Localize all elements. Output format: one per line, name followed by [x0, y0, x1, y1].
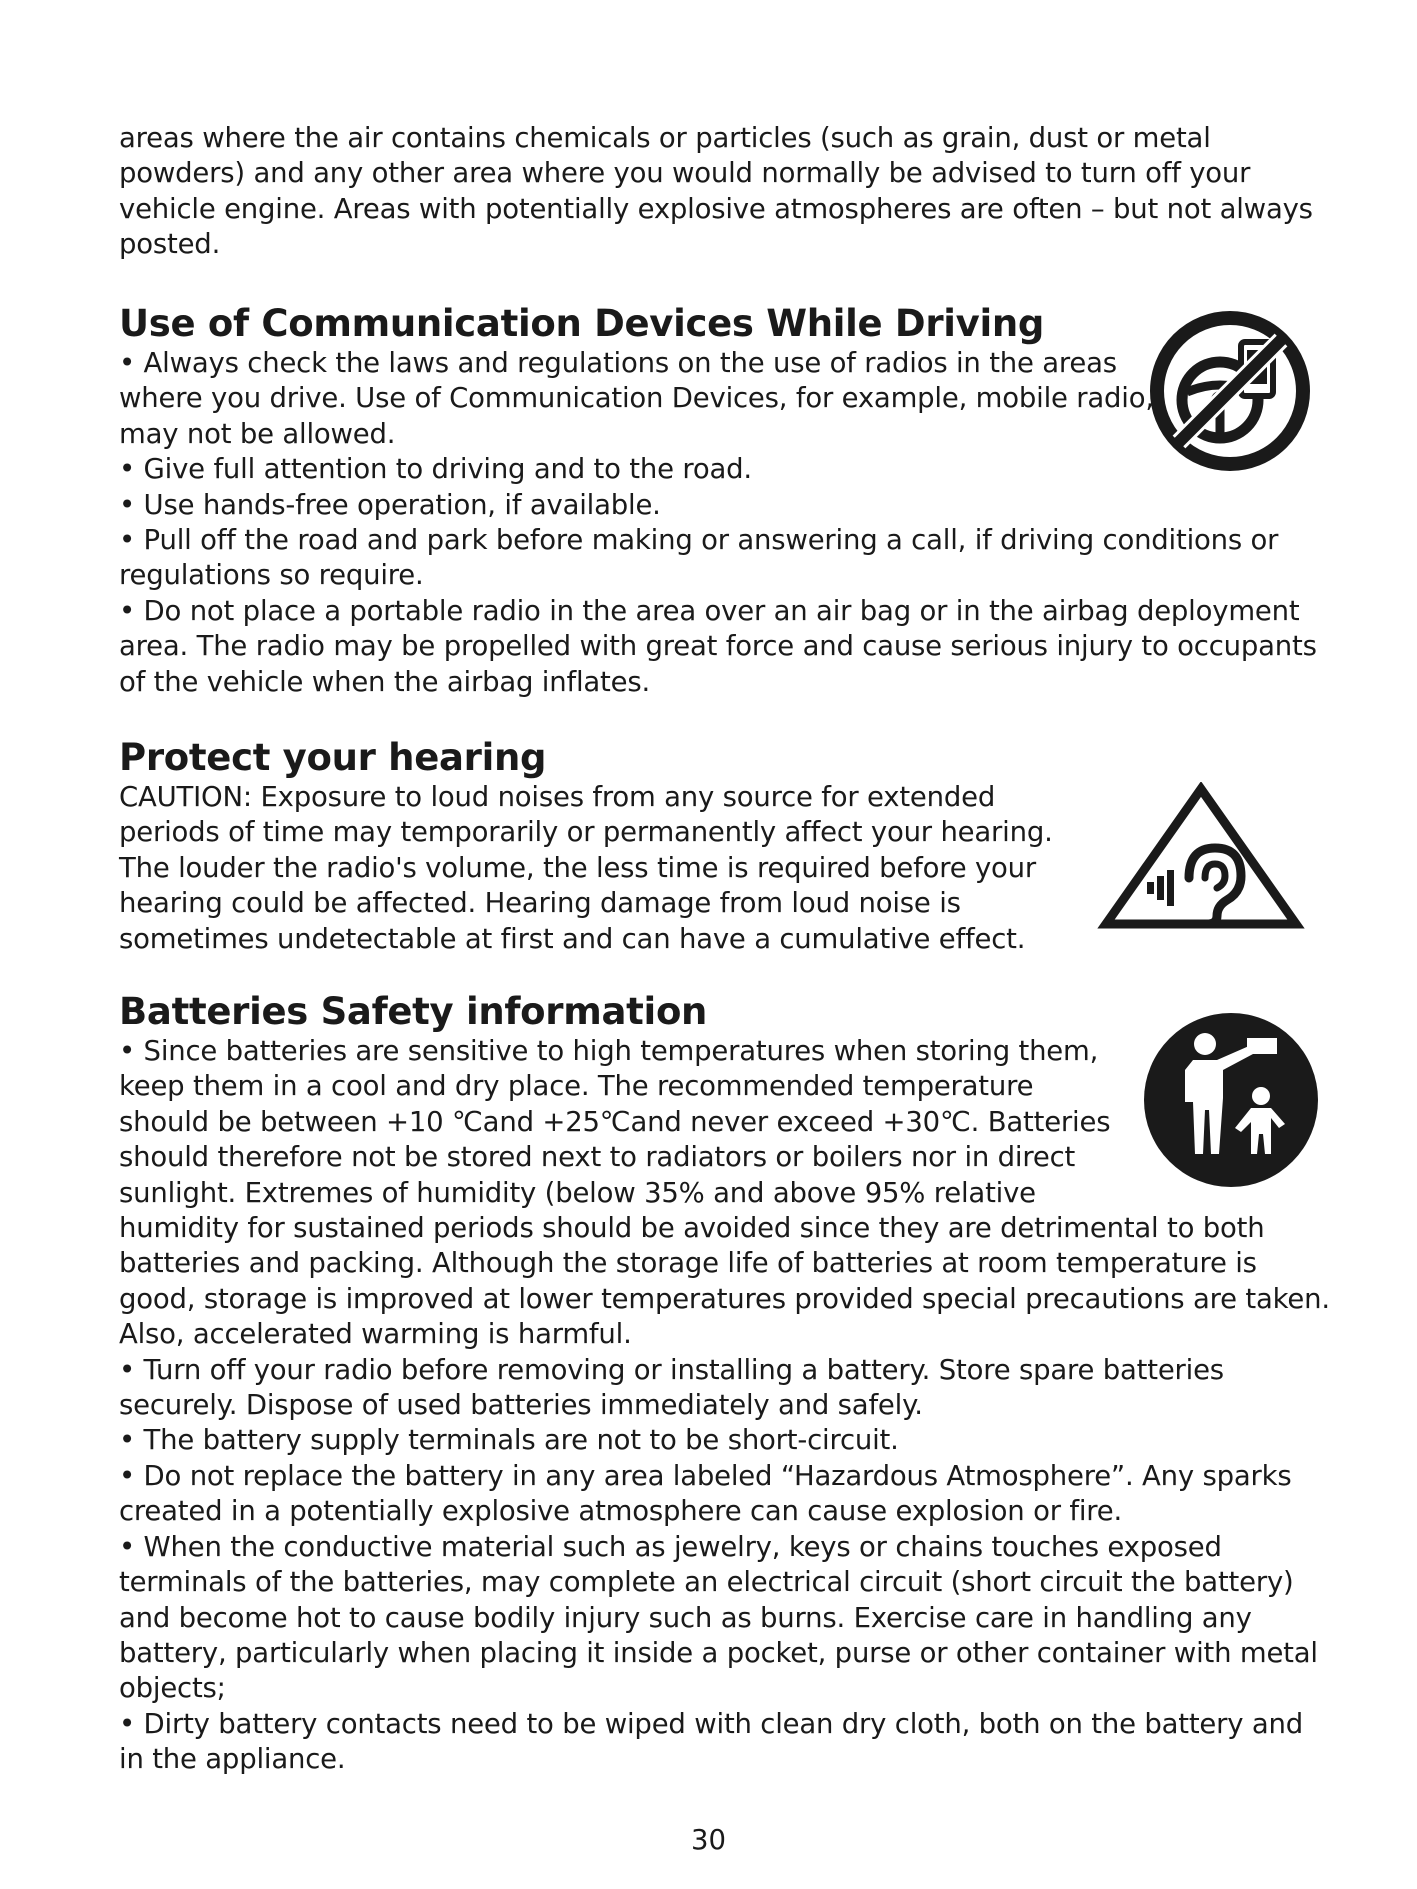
section-line: The louder the radio's volume, the less time is required before your — [119, 851, 1036, 884]
section-line: keep them in a cool and dry place. The recommended temperature — [119, 1070, 1034, 1103]
hearing-warning-icon — [1097, 782, 1305, 932]
section-line: in the appliance. — [119, 1743, 346, 1776]
section-line: and become hot to cause bodily injury such as burns. Exercise care in handling any — [119, 1601, 1252, 1634]
section-line: hearing could be affected. Hearing damage from loud noise is — [119, 887, 961, 920]
section-line: of the vehicle when the airbag inflates. — [119, 665, 651, 698]
section-line: batteries and packing. Although the storage life of batteries at room temperature is — [119, 1247, 1257, 1280]
section-line: • The battery supply terminals are not to be short-circuit. — [119, 1424, 899, 1457]
section-line: area. The radio may be propelled with great force and cause serious injury to occupants — [119, 630, 1317, 663]
section-line: sunlight. Extremes of humidity (below 35% and above 95% relative — [119, 1176, 1036, 1209]
intro-line: powders) and any other area where you would normally be advised to turn off your — [119, 157, 1251, 190]
section-line: • Give full attention to driving and to the road. — [119, 453, 752, 486]
section-line: • Dirty battery contacts need to be wiped with clean dry cloth, both on the battery and — [119, 1707, 1304, 1740]
section-line: created in a potentially explosive atmosphere can cause explosion or fire. — [119, 1495, 1123, 1528]
section-line: • When the conductive material such as jewelry, keys or chains touches exposed — [119, 1530, 1222, 1563]
section-line: • Do not place a portable radio in the area over an air bag or in the airbag deployment — [119, 594, 1300, 627]
section-line: good, storage is improved at lower temperatures provided special precautions are taken. — [119, 1282, 1330, 1315]
section-line: should be between +10 ℃and +25℃and never exceed +30℃. Batteries — [119, 1105, 1111, 1138]
section-line: • Pull off the road and park before making or answering a call, if driving conditions or — [119, 524, 1279, 557]
section-line: periods of time may temporarily or permanently affect your hearing. — [119, 816, 1053, 849]
section-line: • Do not replace the battery in any area labeled “Hazardous Atmosphere”. Any sparks — [119, 1459, 1292, 1492]
section-line: securely. Dispose of used batteries immediately and safely. — [119, 1389, 923, 1422]
section-line: where you drive. Use of Communication Devices, for example, mobile radio, — [119, 382, 1154, 415]
section-line: terminals of the batteries, may complete an electrical circuit (short circuit the battery) — [119, 1566, 1294, 1599]
section-line: CAUTION: Exposure to loud noises from any source for extended — [119, 781, 996, 813]
section-line: should therefore not be stored next to radiators or boilers nor in direct — [119, 1141, 1076, 1174]
section-line: Also, accelerated warming is harmful. — [119, 1318, 632, 1351]
section-line: • Turn off your radio before removing or installing a battery. Store spare batteries — [119, 1353, 1224, 1386]
section-heading: Protect your hearing — [119, 736, 547, 779]
communication-section — [119, 302, 1317, 700]
section-heading: Use of Communication Devices While Driving — [119, 302, 1045, 345]
section-line: • Since batteries are sensitive to high temperatures when storing them, — [119, 1035, 1099, 1067]
section-line: • Always check the laws and regulations on the use of radios in the areas — [119, 347, 1117, 379]
section-line: sometimes undetectable at first and can have a cumulative effect. — [119, 922, 1026, 955]
section-line: humidity for sustained periods should be avoided since they are detrimental to both — [119, 1212, 1265, 1245]
page-number: 30 — [691, 1824, 726, 1856]
section-line: may not be allowed. — [119, 417, 396, 450]
no-phone-while-driving-icon — [1147, 308, 1313, 474]
keep-away-from-children-icon — [1143, 1012, 1319, 1188]
section-line: • Use hands-free operation, if available. — [119, 488, 661, 521]
hearing-section — [119, 736, 1053, 957]
intro-line: areas where the air contains chemicals or particles (such as grain, dust or metal — [119, 122, 1211, 154]
intro-paragraph — [119, 121, 1313, 263]
section-line: objects; — [119, 1672, 226, 1705]
section-line: regulations so require. — [119, 559, 424, 592]
section-line: battery, particularly when placing it inside a pocket, purse or other container with metal — [119, 1636, 1318, 1669]
intro-line: posted. — [119, 228, 221, 261]
section-heading: Batteries Safety information — [119, 990, 708, 1033]
intro-line: vehicle engine. Areas with potentially explosive atmospheres are often – but not always — [119, 192, 1313, 225]
